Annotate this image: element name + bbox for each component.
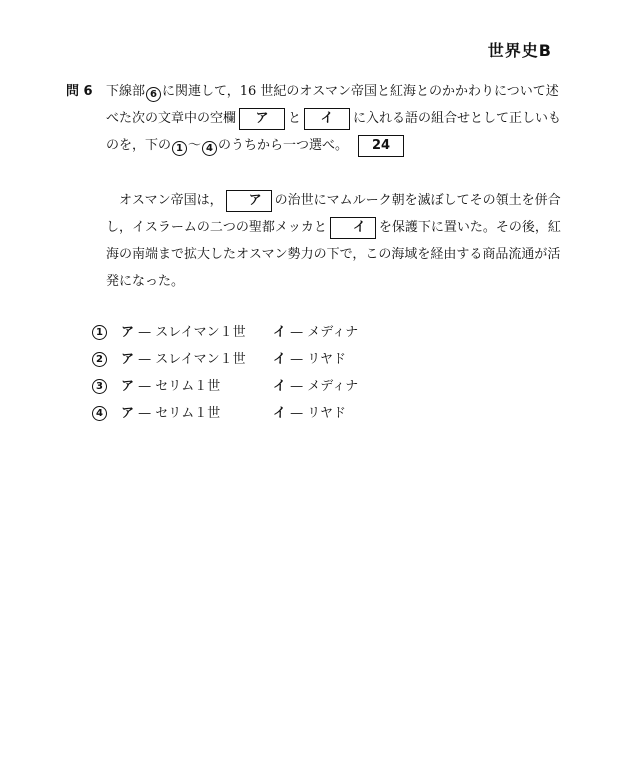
choice-a-label: ア bbox=[121, 352, 135, 367]
choice-item[interactable] bbox=[92, 373, 566, 400]
conjunction-text: と bbox=[288, 111, 302, 126]
choice-i-value: リヤド bbox=[307, 406, 347, 421]
answer-number-box: 24 bbox=[358, 135, 404, 157]
underline-ref-mark: 6 bbox=[146, 87, 161, 102]
choice-number: 3 bbox=[92, 379, 107, 394]
blank-i-box: イ bbox=[304, 108, 350, 130]
choice-i-label: イ bbox=[273, 352, 287, 367]
question-block bbox=[66, 78, 566, 427]
choice-a bbox=[121, 400, 273, 427]
choice-i-label: イ bbox=[273, 325, 287, 340]
choice-i-value: リヤド bbox=[307, 352, 347, 367]
dash: — bbox=[290, 325, 304, 340]
dash: — bbox=[290, 406, 304, 421]
dash: — bbox=[290, 379, 304, 394]
choice-number: 2 bbox=[92, 352, 107, 367]
choice-i bbox=[273, 373, 358, 400]
choice-i bbox=[273, 319, 358, 346]
prompt-text: に関連して，16 世紀のオスマン帝国と紅海とのかかわりについて述べた次の文章中の空欄 bbox=[106, 84, 559, 126]
prompt-text: 下線部 bbox=[106, 84, 146, 99]
question-prompt bbox=[106, 78, 562, 159]
choice-a-label: ア bbox=[121, 406, 135, 421]
passage-text: オスマン帝国は， bbox=[119, 193, 223, 208]
passage-text: の治世にマムルーク朝を滅ぼしてその領土を併合し，イスラームの二つの聖都メッカと bbox=[106, 193, 561, 235]
choice-list bbox=[66, 319, 566, 427]
choice-i-label: イ bbox=[273, 406, 287, 421]
choice-a bbox=[121, 346, 273, 373]
choice-i-value: メディナ bbox=[307, 379, 359, 394]
dash: — bbox=[290, 352, 304, 367]
question-header bbox=[66, 78, 566, 159]
dash: — bbox=[138, 406, 152, 421]
choice-item[interactable] bbox=[92, 319, 566, 346]
range-start-mark: 1 bbox=[172, 141, 187, 156]
subject-title: 世界史B bbox=[487, 41, 552, 60]
dash: — bbox=[138, 352, 152, 367]
prompt-text: のうちから一つ選べ。 bbox=[218, 138, 349, 153]
passage-blank-i: イ bbox=[330, 217, 376, 239]
choice-number: 1 bbox=[92, 325, 107, 340]
question-number: 問 6 bbox=[66, 84, 93, 99]
passage-blank-a: ア bbox=[226, 190, 272, 212]
choice-a bbox=[121, 373, 273, 400]
choice-i bbox=[273, 346, 346, 373]
choice-item[interactable] bbox=[92, 346, 566, 373]
range-end-mark: 4 bbox=[202, 141, 217, 156]
choice-a-value: スレイマン１世 bbox=[155, 352, 246, 367]
range-separator: 〜 bbox=[188, 138, 202, 153]
choice-i bbox=[273, 400, 346, 427]
dash: — bbox=[138, 379, 152, 394]
prompt-text: に入れる語の組合せとして正しいものを，下の bbox=[106, 111, 562, 153]
dash: — bbox=[138, 325, 152, 340]
choice-a bbox=[121, 319, 273, 346]
choice-item[interactable] bbox=[92, 400, 566, 427]
choice-a-value: スレイマン１世 bbox=[155, 325, 246, 340]
choice-a-label: ア bbox=[121, 379, 135, 394]
choice-a-value: セリム１世 bbox=[155, 379, 221, 394]
passage bbox=[66, 187, 562, 295]
choice-i-value: メディナ bbox=[307, 325, 359, 340]
choice-number: 4 bbox=[92, 406, 107, 421]
passage-text: を保護下に置いた。その後，紅海の南端まで拡大したオスマン勢力の下で，この海域を経由する商品流通が活発になった。 bbox=[106, 220, 561, 289]
blank-a-box: ア bbox=[239, 108, 285, 130]
choice-a-value: セリム１世 bbox=[155, 406, 221, 421]
choice-i-label: イ bbox=[273, 379, 287, 394]
choice-a-label: ア bbox=[121, 325, 135, 340]
